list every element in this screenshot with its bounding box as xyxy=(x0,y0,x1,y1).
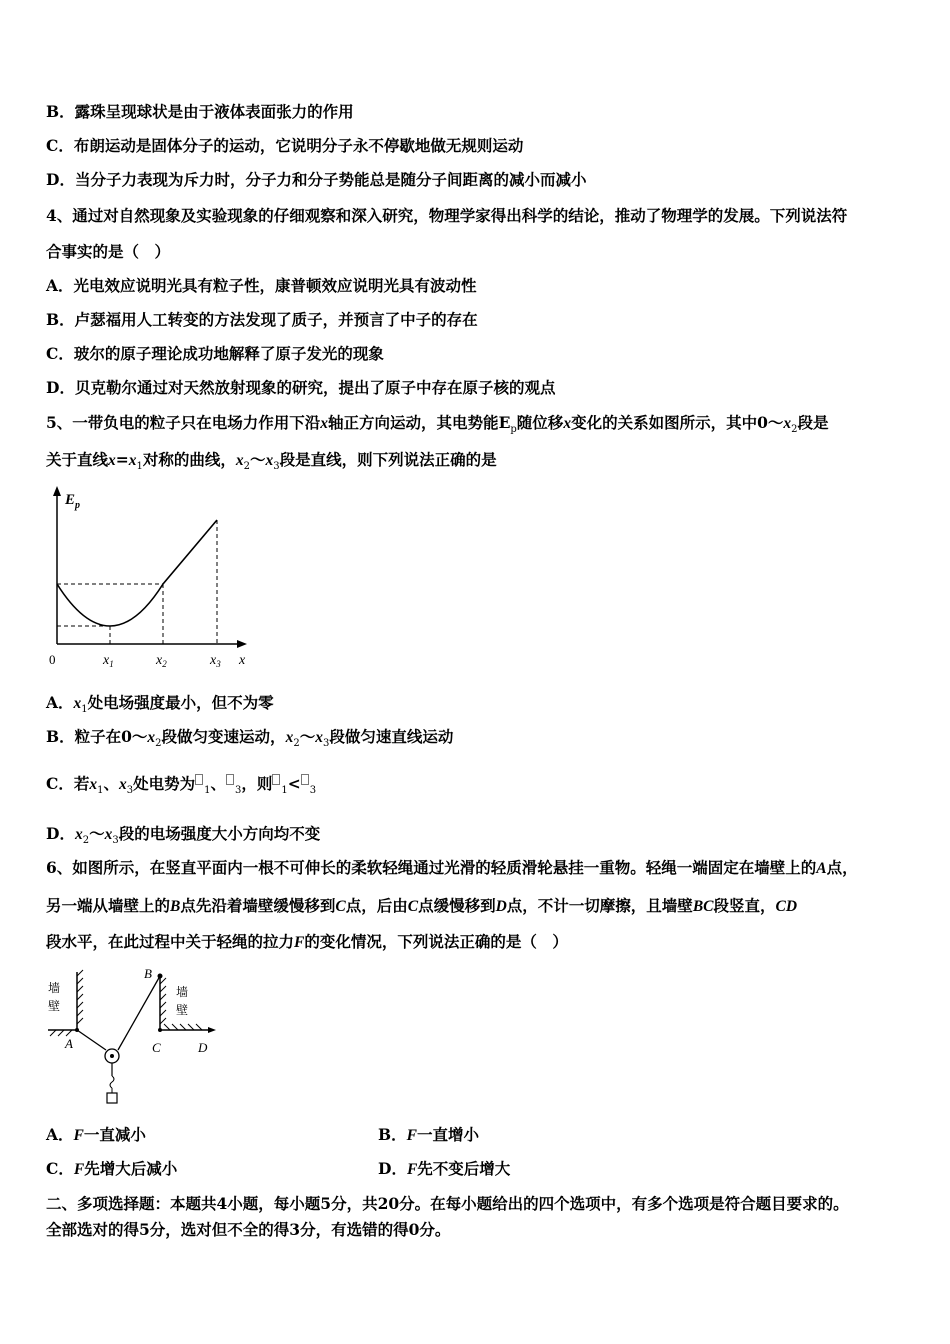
label-c: C xyxy=(152,1040,161,1055)
q6-stem-line3: 段水平，在此过程中关于轻绳的拉力F的变化情况，下列说法正确的是（ ） xyxy=(46,932,568,951)
x-axis-arrow xyxy=(237,640,247,648)
x3-tick-label: $x_3$ xyxy=(210,653,221,669)
x-axis-label: x xyxy=(239,653,246,668)
point-b xyxy=(158,974,163,979)
q6-option-c: C．F先增大后减小 xyxy=(46,1159,178,1178)
pulley-axle xyxy=(110,1054,114,1058)
origin-label: 0 xyxy=(49,652,56,667)
left-wall-label-char1: 墙 xyxy=(48,981,61,995)
phi-placeholder-icon xyxy=(301,774,309,785)
y-axis-label: $E_p$ xyxy=(65,492,81,511)
phi-placeholder-icon xyxy=(195,774,203,785)
q5-ep-graph xyxy=(40,482,260,672)
q4-option-c: C．玻尔的原子理论成功地解释了原子发光的现象 xyxy=(46,344,384,363)
right-wall-label-char1: 墙 xyxy=(176,985,189,999)
label-d: D xyxy=(198,1040,208,1055)
q5-stem-line2: 关于直线$x=x_1$对称的曲线，$x_2\sim x_3$段是直线，则下列说法正确的是 xyxy=(46,450,497,473)
q5-option-d: D．$x_2\sim x_3$段的电场强度大小方向均不变 xyxy=(46,824,321,847)
q6-option-a: A．F一直减小 xyxy=(46,1125,146,1144)
rope-right xyxy=(118,976,160,1050)
wall-bc-hatching xyxy=(160,978,166,1024)
q5-option-a: A．$x_1$处电场强度最小，但不为零 xyxy=(46,693,274,716)
q4-option-b: B．卢瑟福用人工转变的方法发现了质子，并预言了中子的存在 xyxy=(46,310,478,329)
section2-instructions-line1: 二、多项选择题：本题共4小题，每小题5分，共20分。在每小题给出的四个选项中，有多个选项是符合题目要求的。 xyxy=(46,1194,849,1213)
cd-arrow xyxy=(208,1027,216,1033)
q3-option-d: D．当分子力表现为斥力时，分子力和分子势能总是随分子间距离的减小而减小 xyxy=(46,170,587,189)
q4-stem-line1: 4、通过对自然现象及实验现象的仔细观察和深入研究，物理学家得出科学的结论，推动了物理学的发展。下列说法符 xyxy=(46,206,848,225)
weight-icon xyxy=(107,1093,117,1103)
q4-stem-line2: 合事实的是（ ） xyxy=(46,242,171,261)
wall-cd-hatching xyxy=(164,1024,202,1030)
rope-left xyxy=(77,1030,106,1050)
q3-option-b: B．露珠呈现球状是由于液体表面张力的作用 xyxy=(46,102,354,121)
q4-option-a: A．光电效应说明光具有粒子性，康普顿效应说明光具有波动性 xyxy=(46,276,477,295)
label-b: B xyxy=(144,966,152,981)
section2-instructions-line2: 全部选对的得5分，选对但不全的得3分，有选错的得0分。 xyxy=(46,1220,451,1239)
ep-curve xyxy=(57,520,217,626)
q6-option-b: B．F一直增小 xyxy=(378,1125,479,1144)
q6-pulley-figure xyxy=(40,964,230,1109)
q5-stem-line1: 5、一带负电的粒子只在电场力作用下沿x轴正方向运动，其电势能$E_p$随位移x变化的关系如图所示，其中$0\sim x_2$段是 xyxy=(46,413,829,436)
x1-tick-label: $x_1$ xyxy=(103,653,114,669)
q3-option-c: C．布朗运动是固体分子的运动，它说明分子永不停歇地做无规则运动 xyxy=(46,136,524,155)
x2-tick-label: $x_2$ xyxy=(156,653,167,669)
left-wall-label-char2: 壁 xyxy=(48,999,61,1013)
point-a xyxy=(75,1028,79,1032)
y-axis-arrow xyxy=(53,486,61,496)
q6-option-d: D．F先不变后增大 xyxy=(378,1159,511,1178)
left-wall-hatching xyxy=(77,970,83,1024)
hook-icon xyxy=(110,1076,114,1088)
phi-placeholder-icon xyxy=(226,774,234,785)
q6-stem-line1: 6、如图所示，在竖直平面内一根不可伸长的柔软轻绳通过光滑的轻质滑轮悬挂一重物。轻绳一端固定在墙壁上的A点， xyxy=(46,858,858,877)
q4-option-d: D．贝克勒尔通过对天然放射现象的研究，提出了原子中存在原子核的观点 xyxy=(46,378,556,397)
q6-stem-line2: 另一端从墙壁上的B点先沿着墙壁缓慢移到C点，后由C点缓慢移到D点，不计一切摩擦，且墙壁BC段竖直，CD xyxy=(46,896,798,915)
phi-placeholder-icon xyxy=(272,774,280,785)
label-a: A xyxy=(65,1036,73,1051)
q5-option-c: C．若$x_1$、$x_3$处电势为 $_1$、 $_3$，则 $_1$< $_3$ xyxy=(46,774,317,797)
point-c xyxy=(158,1028,162,1032)
right-wall-label-char2: 壁 xyxy=(176,1003,189,1017)
q5-option-b: B．粒子在$0\sim x_2$段做匀变速运动，$x_2\sim x_3$段做匀速直线运动 xyxy=(46,727,454,750)
